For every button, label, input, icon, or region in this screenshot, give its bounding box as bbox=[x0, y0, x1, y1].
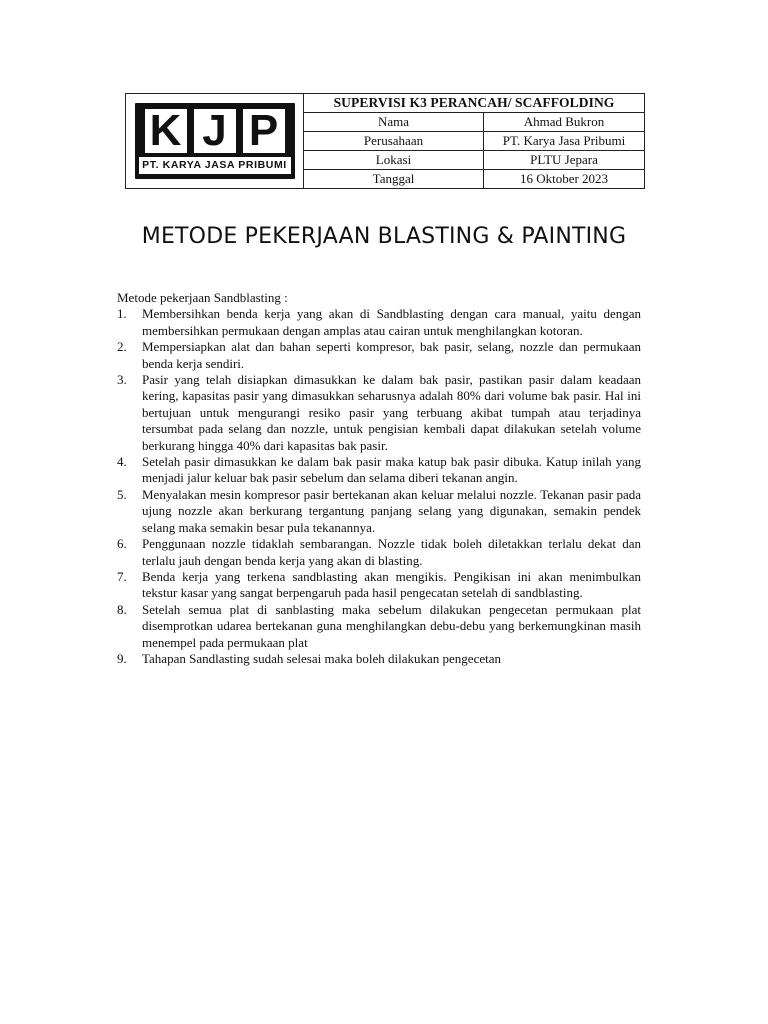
header-value: 16 Oktober 2023 bbox=[484, 170, 645, 189]
header-value: PLTU Jepara bbox=[484, 151, 645, 170]
step-number: 1. bbox=[117, 306, 127, 322]
step-number: 9. bbox=[117, 650, 127, 666]
header-table bbox=[125, 93, 645, 189]
intro-text: Metode pekerjaan Sandblasting : bbox=[117, 290, 288, 305]
logo-company-line: PT. KARYA JASA PRIBUMI bbox=[139, 157, 291, 174]
step-number: 7. bbox=[117, 568, 127, 584]
step-text: Penggunaan nozzle tidaklah sembarangan. Nozzle tidak boleh diletakkan terlalu dekat dan terlalu jauh dengan benda kerja yang akan di blasting. bbox=[142, 536, 641, 568]
step-number: 5. bbox=[117, 486, 127, 502]
step-number: 6. bbox=[117, 536, 127, 552]
step-number: 4. bbox=[117, 454, 127, 470]
list-item bbox=[117, 569, 641, 602]
step-text: Benda kerja yang terkena sandblasting akan mengikis. Pengikisan ini akan menimbulkan tekstur kasar yang sangat berpengaruh pada hasil pengecatan setelah di sandblasting. bbox=[142, 568, 641, 601]
header-label: Lokasi bbox=[304, 151, 484, 170]
list-item bbox=[117, 536, 641, 569]
logo-cell bbox=[126, 94, 304, 189]
document-body bbox=[117, 290, 641, 667]
step-text: Menyalakan mesin kompresor pasir bertekanan akan keluar melalui nozzle. Tekanan pasir pada ujung nozzle akan berkurang tergantung panjang selang yang digunakan, semakin pendek selang maka semakin besar pula tekanannya. bbox=[142, 486, 641, 535]
list-item bbox=[117, 306, 641, 339]
step-text: Tahapan Sandlasting sudah selesai maka boleh dilakukan pengecetan bbox=[142, 650, 501, 666]
list-item bbox=[117, 651, 641, 667]
document-title: METODE PEKERJAAN BLASTING & PAINTING bbox=[141, 224, 627, 249]
header-label: Tanggal bbox=[304, 170, 484, 189]
list-item bbox=[117, 454, 641, 487]
step-number: 2. bbox=[117, 339, 127, 355]
header-value: PT. Karya Jasa Pribumi bbox=[484, 132, 645, 151]
step-number: 8. bbox=[117, 601, 127, 617]
logo-letter-p: P bbox=[243, 109, 285, 153]
step-text: Mempersiapkan alat dan bahan seperti kompresor, bak pasir, selang, nozzle dan permukaan benda kerja sendiri. bbox=[142, 339, 641, 371]
step-text: Membersihkan benda kerja yang akan di Sandblasting dengan cara manual, yaitu dengan membersihkan permukaan dengan amplas atau cairan untuk menghilangkan kotoran. bbox=[142, 306, 641, 338]
header-title: SUPERVISI K3 PERANCAH/ SCAFFOLDING bbox=[304, 94, 645, 113]
header-label: Nama bbox=[304, 113, 484, 132]
list-item bbox=[117, 602, 641, 651]
header-value: Ahmad Bukron bbox=[484, 113, 645, 132]
step-text: Setelah pasir dimasukkan ke dalam bak pasir maka katup bak pasir dibuka. Katup inilah yang menjadi jalur keluar bak pasir sebelum dan selama diberi tekanan angin. bbox=[142, 454, 641, 486]
header-label: Perusahaan bbox=[304, 132, 484, 151]
steps-list bbox=[117, 306, 641, 667]
step-text: Pasir yang telah disiapkan dimasukkan ke dalam bak pasir, pastikan pasir dalam keadaan kering, kapasitas pasir yang dimasukkan seharusnya adalah 80% dari volume bak pasir. Hal ini bertujuan untuk mengurangi resiko pasir yang terbuang akibat tumpah atau terjadinya tersumbat pada selang dan nozzle, untuk pengisian kembali dapat dilakukan setelah volume berkurang hingga 40% dari kapasitas bak pasir. bbox=[142, 372, 641, 453]
list-item bbox=[117, 487, 641, 536]
logo-letters bbox=[145, 106, 285, 155]
logo-letter-k: K bbox=[145, 109, 187, 153]
logo-letter-j: J bbox=[194, 109, 236, 153]
list-item bbox=[117, 339, 641, 372]
list-item bbox=[117, 372, 641, 454]
company-logo bbox=[135, 103, 295, 179]
step-number: 3. bbox=[117, 372, 127, 388]
step-text: Setelah semua plat di sanblasting maka sebelum dilakukan pengecetan permukaan plat disemprotkan udarea bertekanan guna menghilangkan debu-debu yang berkemungkinan masih menempel pada permukaan plat bbox=[142, 601, 641, 650]
